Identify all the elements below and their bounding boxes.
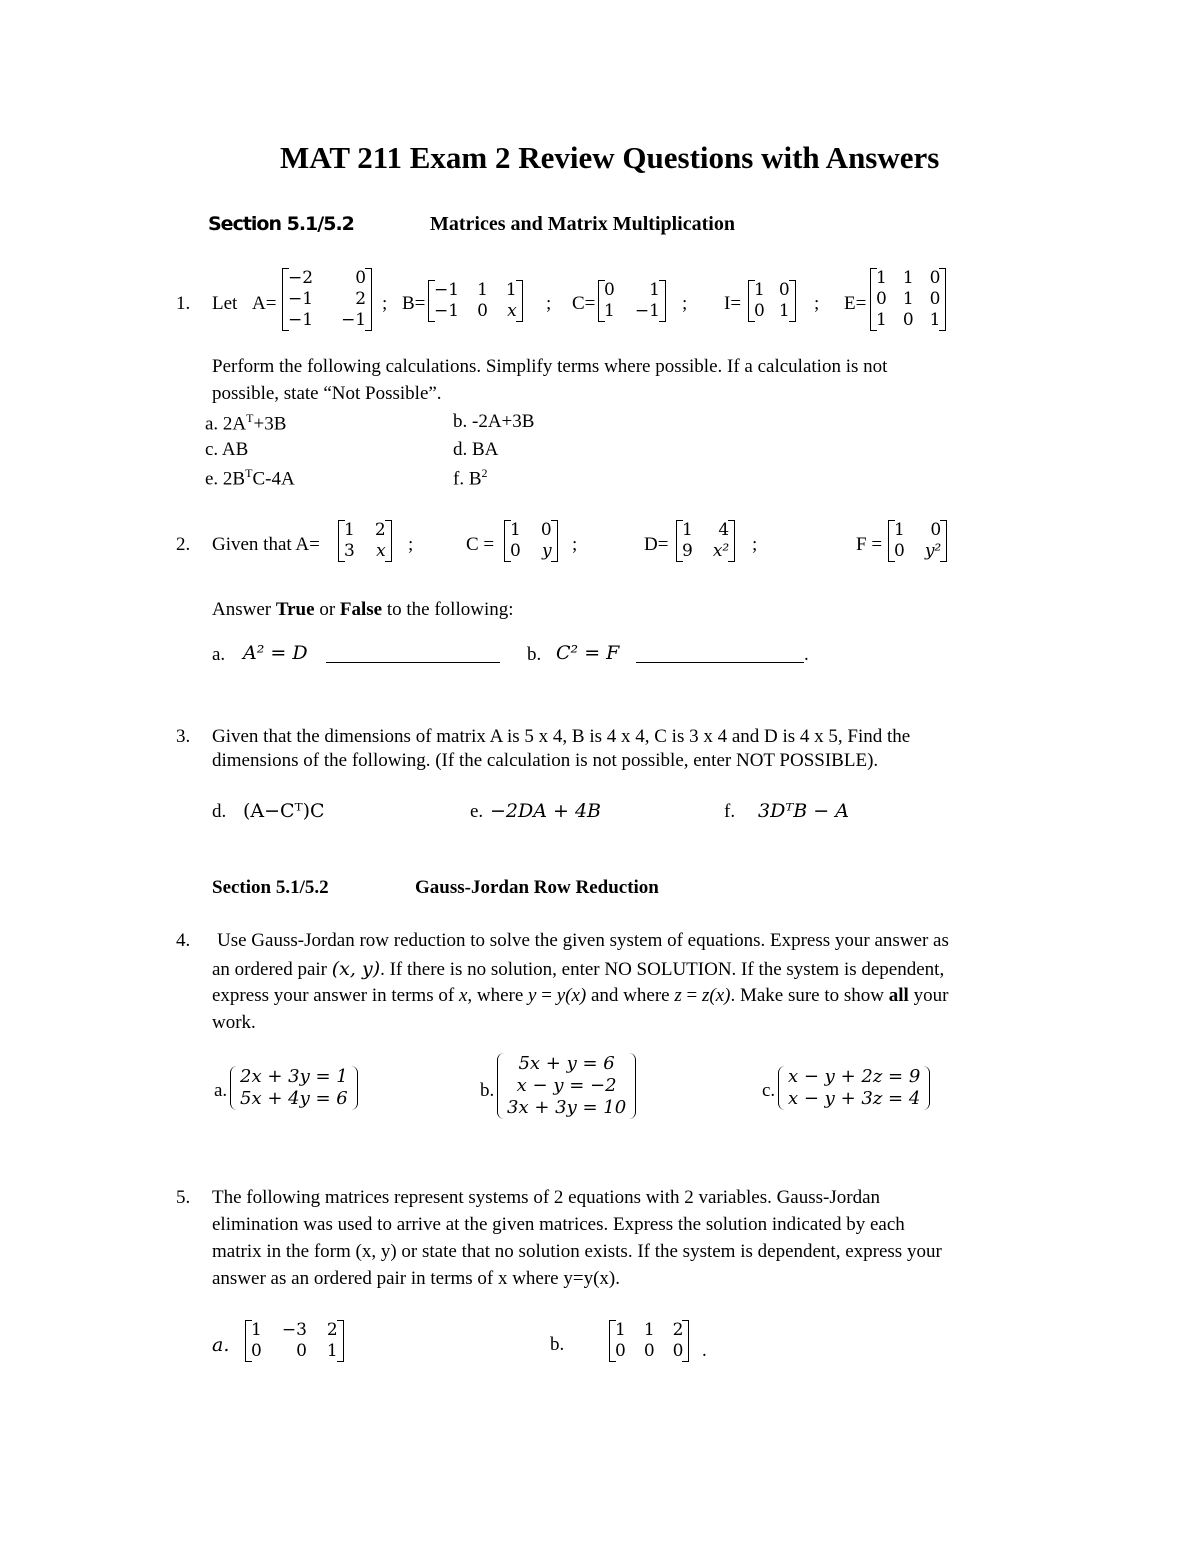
- q4-part-c-label: c.: [762, 1080, 776, 1101]
- q2-matrix-c-cell: 0: [540, 520, 552, 540]
- q3-line1: Given that the dimensions of matrix A is 5 x 4, B is 4 x 4, C is 3 x 4 and D is 4 x 5, Find the: [212, 726, 911, 747]
- q5-matrix-a-cell: 0: [251, 1341, 262, 1361]
- q1-part-a: a. $2A^T+3B$: [205, 411, 287, 435]
- q1-instructions-line2: possible, state “Not Possible”.: [212, 383, 442, 404]
- matrix-a: [282, 268, 372, 331]
- matrix-e-cell: 0: [929, 268, 941, 288]
- q4-line1: Use Gauss-Jordan row reduction to solve the given system of equations. Express your answer as: [217, 930, 949, 951]
- q4-number: 4.: [176, 930, 191, 951]
- q4-part-a-label: a.: [214, 1080, 228, 1101]
- matrix-c-cell: 1: [649, 280, 660, 300]
- q4-line3: express your answer in terms of x, where y = y(x) and where z = z(x). Make sure to show all your: [212, 985, 949, 1006]
- q5-matrix-b-cell: 0: [643, 1341, 655, 1361]
- matrix-b-cell: 1: [477, 280, 488, 300]
- q5-b-period: .: [702, 1340, 707, 1361]
- equation: 5x + y = 6: [518, 1053, 615, 1074]
- q1-part-f: f. $B^2$: [453, 466, 488, 490]
- q1-b-label: B=: [402, 293, 426, 314]
- matrix-c-cell: −1: [634, 301, 660, 321]
- q1-a-label: A=: [252, 293, 277, 314]
- q3-line2: dimensions of the following. (If the calculation is not possible, enter NOT POSSIBLE).: [212, 750, 879, 771]
- q5-matrix-b-cell: 0: [615, 1341, 626, 1361]
- q1-instructions-line1: Perform the following calculations. Simplify terms where possible. If a calculation is not: [212, 356, 888, 377]
- q5-matrix-b-cell: 1: [643, 1320, 655, 1340]
- separator: ;: [814, 293, 820, 314]
- q5-part-b-label: b.: [550, 1334, 565, 1355]
- matrix-a-cell: −1: [288, 310, 314, 330]
- q2-matrix-d-cell: 9: [682, 541, 693, 561]
- matrix-e-cell: 1: [876, 310, 887, 330]
- q2-f-label: F =: [856, 534, 883, 555]
- section-1-label: Section 5.1/5.2: [208, 213, 354, 235]
- q5-matrix-a-cell: 1: [251, 1320, 262, 1340]
- matrix-a-cell: 2: [355, 289, 367, 309]
- matrix-e: [870, 268, 946, 331]
- matrix-c-cell: 0: [604, 280, 615, 300]
- q5-line3: matrix in the form (x, y) or state that no solution exists. If the system is dependent, express your: [212, 1241, 942, 1262]
- separator: ;: [572, 534, 578, 555]
- q2-matrix-d-cell: 1: [682, 520, 693, 540]
- q2-matrix-c-cell: 0: [510, 541, 521, 561]
- q2-matrix-a: [338, 520, 392, 562]
- q2-matrix-f: [888, 520, 947, 562]
- q2-part-b-equation: C² = F: [556, 642, 620, 664]
- matrix-b-cell: 1: [505, 280, 517, 300]
- section-1-topic: Matrices and Matrix Multiplication: [430, 213, 735, 235]
- q4-system-b: [507, 1053, 626, 1119]
- q3-part-e-expr: −2DA + 4B: [490, 800, 602, 822]
- equation: 3x + 3y = 10: [507, 1097, 627, 1118]
- equation: x − y + 2z = 9: [788, 1066, 921, 1087]
- q5-matrix-a-cell: 1: [326, 1341, 338, 1361]
- matrix-a-cell: −1: [341, 310, 367, 330]
- matrix-b-cell: x: [507, 301, 517, 321]
- matrix-b-cell: −1: [434, 280, 460, 300]
- q5-line2: elimination was used to arrive at the given matrices. Express the solution indicated by each: [212, 1214, 905, 1235]
- q2-c-label: C =: [466, 534, 495, 555]
- q2-number: 2.: [176, 534, 191, 555]
- q2-matrix-d-cell: x²: [712, 541, 730, 561]
- q2-matrix-a-cell: 1: [344, 520, 355, 540]
- page-title: MAT 211 Exam 2 Review Questions with Answers: [280, 140, 940, 175]
- q4-part-b-label: b.: [480, 1080, 495, 1101]
- q2-answer-instructions: Answer True or False to the following:: [212, 599, 514, 620]
- matrix-e-cell: 1: [902, 289, 914, 309]
- matrix-e-cell: 0: [902, 310, 914, 330]
- q1-part-b: b. -2A+3B: [453, 411, 535, 432]
- q2-matrix-c: [504, 520, 558, 562]
- equation: 5x + 4y = 6: [240, 1088, 348, 1109]
- q5-matrix-b: [609, 1320, 689, 1362]
- q4-line2: an ordered pair (x, y). If there is no solution, enter NO SOLUTION. If the system is dependent,: [212, 958, 945, 980]
- q2-matrix-a-cell: x: [376, 541, 386, 561]
- q2-matrix-f-cell: 1: [894, 520, 905, 540]
- q3-part-f-expr: 3DᵀB − A: [758, 800, 849, 822]
- q4-system-c: [788, 1066, 920, 1110]
- q2-matrix-a-cell: 3: [344, 541, 355, 561]
- q1-number: 1.: [176, 293, 191, 314]
- matrix-e-cell: 0: [929, 289, 941, 309]
- q4-line4: work.: [212, 1012, 256, 1033]
- q5-matrix-a-cell: 0: [296, 1341, 307, 1361]
- matrix-i-cell: 0: [754, 301, 765, 321]
- q1-part-d: d. BA: [453, 439, 499, 460]
- q2-given: Given that A=: [212, 534, 320, 555]
- matrix-a-cell: 0: [355, 268, 367, 288]
- q1-c-label: C=: [572, 293, 596, 314]
- q3-part-d-expr: (A−Cᵀ)C: [243, 800, 325, 822]
- separator: ;: [408, 534, 414, 555]
- q2-matrix-f-cell: y²: [924, 541, 942, 561]
- q3-part-d-label: d.: [212, 801, 227, 822]
- q2-d-label: D=: [644, 534, 669, 555]
- q5-line4: answer as an ordered pair in terms of x where y=y(x).: [212, 1268, 620, 1289]
- q5-line1: The following matrices represent systems of 2 equations with 2 variables. Gauss-Jordan: [212, 1187, 881, 1208]
- matrix-i-cell: 1: [778, 301, 790, 321]
- q2-b-period: .: [804, 644, 809, 665]
- q1-let: Let: [212, 293, 238, 314]
- matrix-e-cell: 1: [929, 310, 941, 330]
- q1-i-label: I=: [724, 293, 742, 314]
- separator: ;: [682, 293, 688, 314]
- q5-matrix-a: [245, 1320, 344, 1362]
- q2-matrix-a-cell: 2: [374, 520, 386, 540]
- matrix-c-cell: 1: [604, 301, 615, 321]
- q5-matrix-a-cell: −3: [281, 1320, 307, 1340]
- separator: ;: [382, 293, 388, 314]
- q1-part-c: c. AB: [205, 439, 249, 460]
- q3-part-e-label: e.: [470, 801, 484, 822]
- q5-part-a-label: a.: [212, 1334, 230, 1356]
- section-2-topic: Gauss-Jordan Row Reduction: [415, 877, 659, 898]
- section-2-label: Section 5.1/5.2: [212, 877, 329, 898]
- matrix-i-cell: 1: [754, 280, 765, 300]
- q2-matrix-d-cell: 4: [718, 520, 730, 540]
- matrix-e-cell: 0: [876, 289, 887, 309]
- q1-part-e: e. $2B^TC-4A$: [205, 466, 295, 490]
- separator: ;: [752, 534, 758, 555]
- matrix-c: [598, 280, 666, 322]
- separator: ;: [546, 293, 552, 314]
- answer-blank: [636, 662, 804, 663]
- q2-matrix-c-cell: 1: [510, 520, 521, 540]
- equation: x − y = −2: [516, 1075, 617, 1096]
- equation: 2x + 3y = 1: [240, 1066, 348, 1087]
- q2-matrix-d: [676, 520, 735, 562]
- q2-matrix-f-cell: 0: [894, 541, 905, 561]
- q1-e-label: E=: [844, 293, 867, 314]
- matrix-b-cell: −1: [434, 301, 460, 321]
- q5-matrix-b-cell: 0: [672, 1341, 684, 1361]
- matrix-a-cell: −2: [288, 268, 314, 288]
- q2-matrix-c-cell: y: [542, 541, 552, 561]
- answer-blank: [326, 662, 500, 663]
- q4-system-a: [240, 1066, 348, 1110]
- matrix-i: [748, 280, 796, 322]
- matrix-i-cell: 0: [778, 280, 790, 300]
- q5-matrix-b-cell: 1: [615, 1320, 626, 1340]
- q3-part-f-label: f.: [724, 801, 736, 822]
- q2-part-a-equation: A² = D: [243, 642, 308, 664]
- q5-number: 5.: [176, 1187, 191, 1208]
- matrix-b: [428, 280, 523, 322]
- q5-matrix-a-cell: 2: [326, 1320, 338, 1340]
- q5-matrix-b-cell: 2: [672, 1320, 684, 1340]
- q2-matrix-f-cell: 0: [930, 520, 942, 540]
- q3-number: 3.: [176, 726, 191, 747]
- matrix-e-cell: 1: [902, 268, 914, 288]
- matrix-e-cell: 1: [876, 268, 887, 288]
- q2-part-a-label: a.: [212, 644, 226, 665]
- q2-part-b-label: b.: [527, 644, 542, 665]
- equation: x − y + 3z = 4: [788, 1088, 921, 1109]
- matrix-b-cell: 0: [477, 301, 488, 321]
- matrix-a-cell: −1: [288, 289, 314, 309]
